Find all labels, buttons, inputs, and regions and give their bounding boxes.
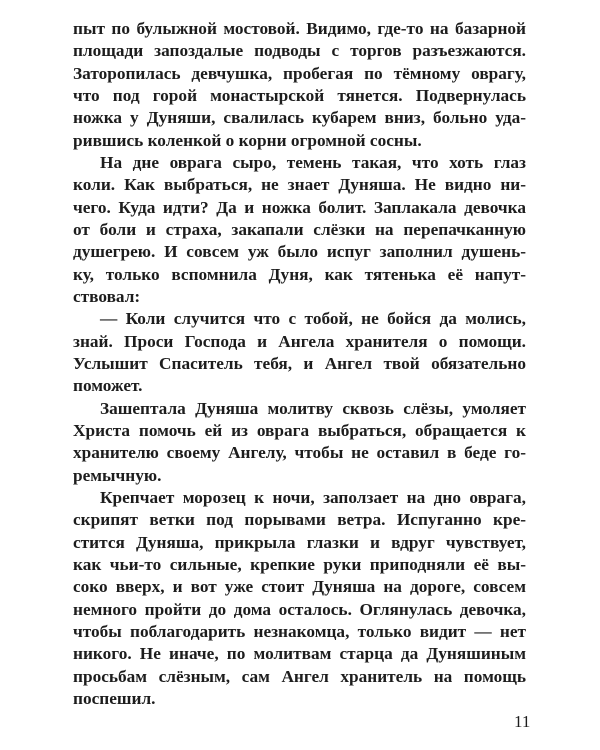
text-line: пыт по булыжной мостовой. Видимо, где-то на базарной: [73, 19, 526, 38]
text-line: стится Дуняша, прикрыла глазки и вдруг чувствует,: [73, 532, 526, 552]
text-line: ку, только вспомнила Дуня, как тятенька её напут-: [73, 264, 526, 284]
text-line: Христа помочь ей из оврага выбраться, обращается к: [73, 420, 526, 440]
text-line: никого. Не иначе, по молитвам старца да Дуняшиным: [73, 644, 526, 664]
text-line: Заторопилась девчушка, пробегая по тёмному оврагу,: [73, 63, 526, 83]
text-line: знай. Проси Господа и Ангела хранителя о помощи.: [73, 331, 526, 351]
page-number: 11: [514, 712, 531, 731]
text-line: площади запоздалые подводы с торгов разъезжаются.: [73, 41, 526, 61]
text-line: поможет.: [73, 376, 143, 396]
text-line: как чьи-то сильные, крепкие руки приподняли её вы-: [73, 554, 526, 574]
text-line: от боли и страха, закапали слёзки на перепачканную: [73, 219, 526, 239]
text-line: хранителю своему Ангелу, чтобы не оставил в беде го-: [73, 443, 526, 463]
text-line: ствовал:: [73, 286, 141, 306]
text-line: поспешил.: [73, 688, 156, 708]
text-line: немного пройти до дома осталось. Оглянулась девочка,: [73, 599, 526, 619]
text-line: скрипят ветки под порывами ветра. Испуганно кре-: [73, 510, 526, 530]
text-line: Зашептала Дуняша молитву сквозь слёзы, умоляет: [100, 398, 526, 418]
text-line: чтобы поблагодарить незнакомца, только видит — нет: [73, 621, 526, 641]
text-line: Услышит Спаситель тебя, и Ангел твой обязательно: [73, 353, 526, 373]
page-text: [73, 18, 526, 710]
text-line: ножка у Дуняши, свалилась кубарем вниз, больно уда-: [73, 108, 526, 128]
text-line: На дне оврага сыро, темень такая, что хоть глаз: [100, 152, 526, 172]
text-line: душегрею. И совсем уж было испуг заполнил душень-: [73, 242, 526, 262]
text-line: рившись коленкой о корни огромной сосны.: [73, 130, 422, 150]
text-line: соко вверх, и вот уже стоит Дуняша на дороге, совсем: [73, 577, 526, 597]
text-line: просьбам слёзным, сам Ангел хранитель на помощь: [73, 666, 526, 686]
text-line: коли. Как выбраться, не знает Дуняша. Не видно ни-: [73, 175, 526, 195]
text-line: ремычную.: [73, 465, 162, 485]
text-line: — Коли случится что с тобой, не бойся да молись,: [100, 309, 526, 329]
text-line: Крепчает морозец к ночи, заползает на дно оврага,: [100, 487, 526, 507]
text-line: чего. Куда идти? Да и ножка болит. Заплакала девочка: [73, 197, 526, 217]
text-line: что под горой монастырской тянется. Подвернулась: [73, 85, 526, 105]
